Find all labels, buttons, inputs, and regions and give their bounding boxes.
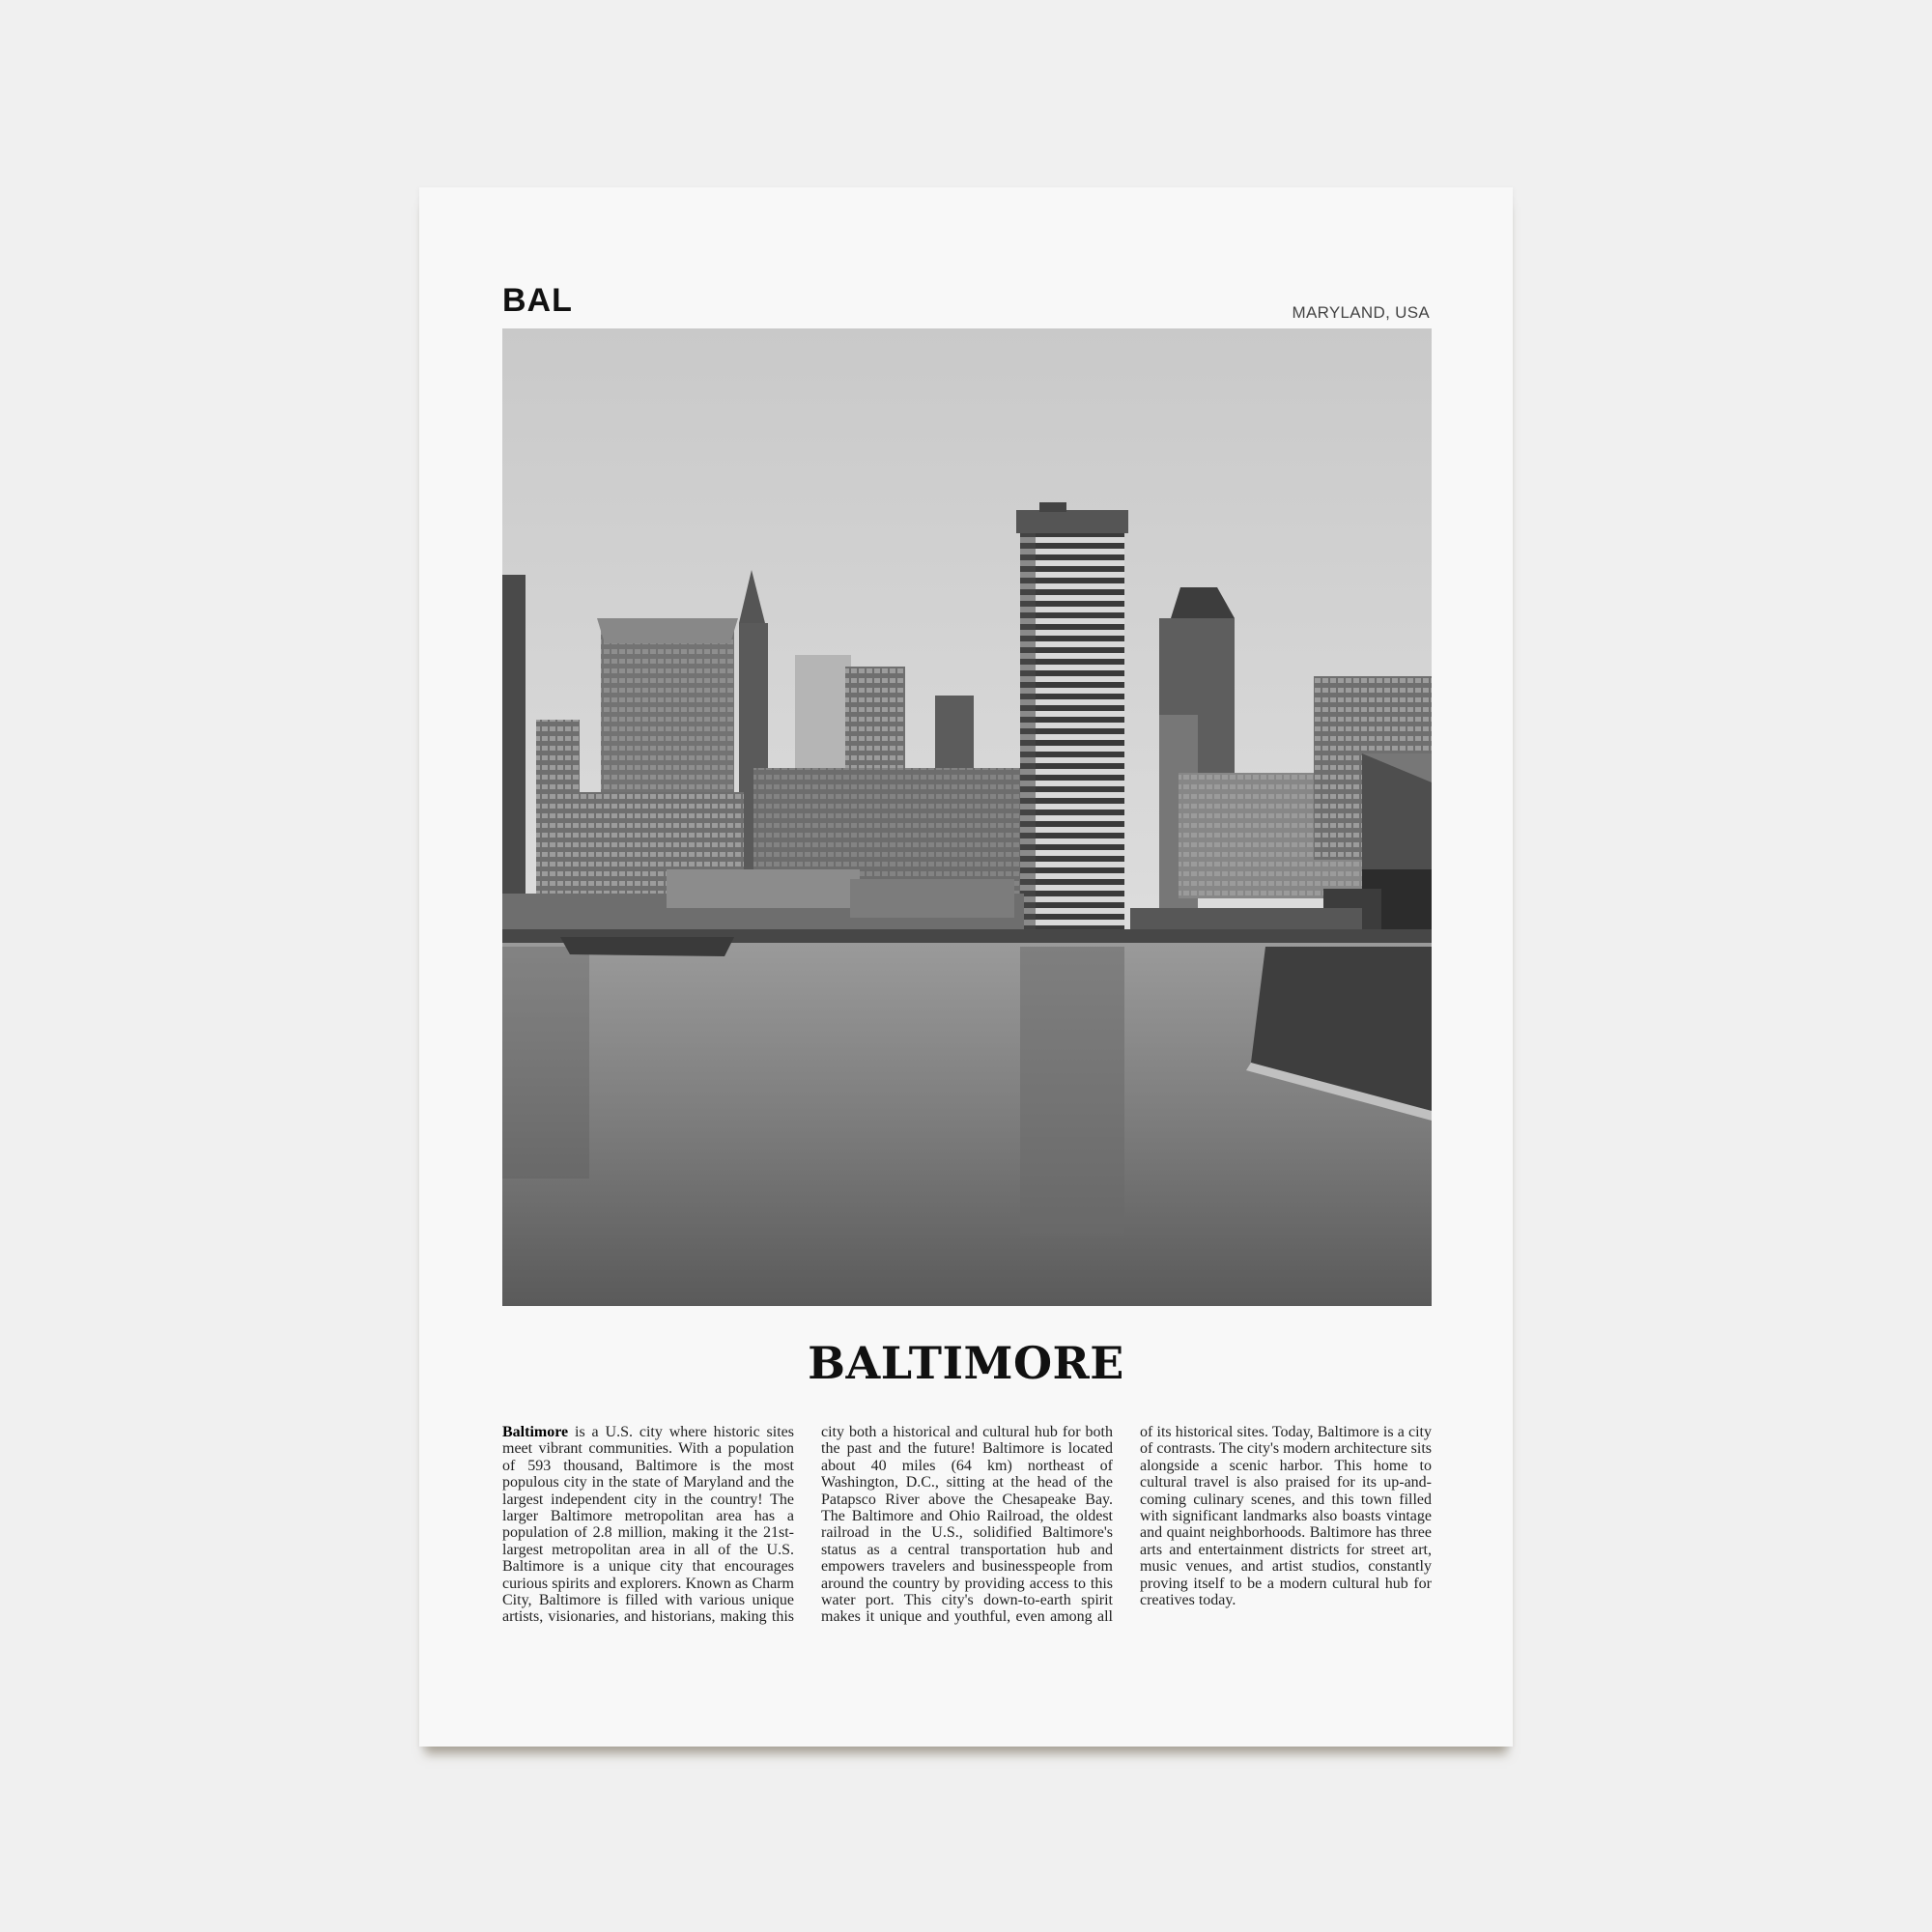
city-title: BALTIMORE: [808, 1337, 1124, 1389]
city-code: BAL: [502, 282, 573, 319]
description-lead: Baltimore: [502, 1424, 569, 1440]
poster: [419, 187, 1513, 1747]
skyline-photo: [502, 328, 1432, 1306]
skyline-illustration: [502, 328, 1432, 1306]
description-body: is a U.S. city where historic sites meet vibrant communities. With a population of 593 thousand, Baltimore is the most populous city in the state of Maryland and the largest independent city in the country! The larger Baltimore metropolitan area has a population of 2.8 million, making it the 21st-largest metropolitan area in all of the U.S. Baltimore is a unique city that encourages curious spirits and explorers. Known as Charm City, Baltimore is filled with various unique artists, visionaries, and historians, making this city both a historical and cultural hub for both the past and the future! Baltimore is located about 40 miles (64 km) northeast of Washington, D.C., sitting at the head of the Patapsco River above the Chesapeake Bay. The Baltimore and Ohio Railroad, the oldest railroad in the U.S., solidified Baltimore's status as a central transportation hub and empowers travelers and businesspeople from around the country by providing access to this water port. This city's down-to-earth spirit makes it unique and youthful, even among all of its historical sites. Today, Baltimore is a city of contrasts. The city's modern architecture sits alongside a scenic harbor. This home to cultural travel is also praised for its up-and-coming culinary scenes, and this town filled with significant landmarks also boasts vintage and quaint neighborhoods. Baltimore has three arts and entertainment districts for street art, music venues, and artist studios, constantly proving itself to be a modern cultural hub for creatives today.: [502, 1424, 1432, 1626]
region-label: MARYLAND, USA: [1292, 303, 1430, 322]
city-description: [502, 1424, 1432, 1646]
